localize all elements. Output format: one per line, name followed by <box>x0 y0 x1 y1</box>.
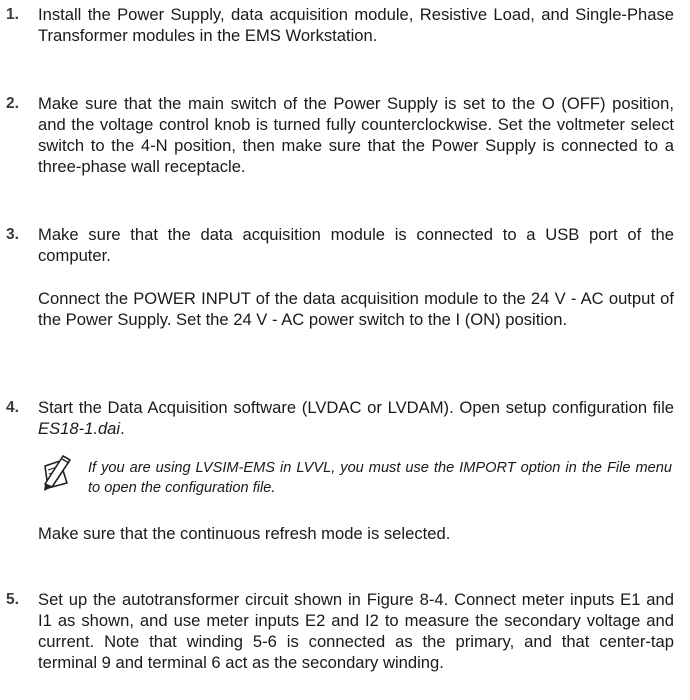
step-number: 1. <box>6 6 19 23</box>
step-4-paragraph-1 <box>38 397 674 439</box>
step-4-period: . <box>120 419 125 438</box>
config-file-name: ES18-1.dai <box>38 419 121 438</box>
step-3-paragraph-1: Make sure that the data acquisition module is connected to a USB port of the computer. <box>38 225 674 265</box>
step-3-paragraph-2: Connect the POWER INPUT of the data acquisition module to the 24 V - AC output of the Power Supply. Set the 24 V - AC power switch to the I (ON) position. <box>38 289 674 329</box>
step-number: 5. <box>6 591 19 608</box>
step-number: 3. <box>6 226 19 243</box>
step-4-text: Start the Data Acquisition software (LVDAC or LVDAM). Open setup configuration file <box>38 398 674 417</box>
pencil-note-icon <box>36 453 76 493</box>
step-1-paragraph: Install the Power Supply, data acquisition module, Resistive Load, and Single-Phase Transformer modules in the EMS Workstation. <box>38 5 674 45</box>
step-2-paragraph: Make sure that the main switch of the Power Supply is set to the O (OFF) position, and the voltage control knob is turned fully counterclockwise. Set the voltmeter select switch to the 4-N position, then make sure that the Power Supply is connected to a three-phase wall receptacle. <box>38 94 674 176</box>
step-number: 4. <box>6 399 19 416</box>
step-4-paragraph-2: Make sure that the continuous refresh mode is selected. <box>38 524 451 543</box>
step-5-paragraph: Set up the autotransformer circuit shown in Figure 8-4. Connect meter inputs E1 and I1 as shown, and use meter inputs E2 and I2 to measure the secondary voltage and current. Note that winding 5-6 is connected as the primary, and that center-tap terminal 9 and terminal 6 act as the secondary winding. <box>38 590 674 672</box>
step-number: 2. <box>6 95 19 112</box>
note-text: If you are using LVSIM-EMS in LVVL, you must use the IMPORT option in the File menu to open the configuration file. <box>88 460 672 496</box>
